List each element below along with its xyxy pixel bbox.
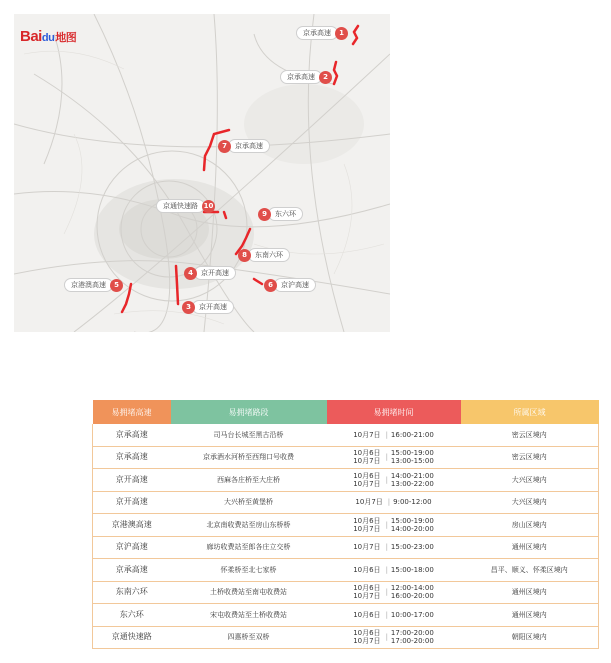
marker-number: 2	[319, 71, 332, 84]
marker-number: 1	[335, 27, 348, 40]
header-road: 易拥堵高速	[93, 400, 171, 424]
header-section: 易拥堵路段	[171, 400, 327, 424]
cell-road: 京港澳高速	[93, 514, 171, 537]
table-body	[93, 424, 599, 649]
cell-section: 大兴桥至黄堡桥	[171, 491, 327, 514]
congestion-table	[92, 400, 598, 649]
header-area: 所属区域	[461, 400, 599, 424]
marker-label: 京承高速	[228, 139, 270, 153]
cell-time	[327, 536, 461, 559]
congestion-map[interactable]	[14, 14, 390, 332]
time-date: 10月7日	[353, 430, 381, 439]
time-date: 10月6日	[353, 610, 381, 619]
table-row	[93, 491, 599, 514]
time-range: 15:00-19:00	[390, 516, 434, 525]
cell-section: 西麻各庄桥至大庄桥	[171, 469, 327, 492]
cell-time	[327, 514, 461, 537]
map-marker-9[interactable]	[258, 207, 303, 221]
time-range: 15:00-23:00	[390, 543, 434, 552]
cell-area: 大兴区境内	[461, 469, 599, 492]
marker-label: 东南六环	[248, 248, 290, 262]
cell-area: 通州区境内	[461, 581, 599, 604]
marker-number: 7	[218, 140, 231, 153]
time-range: 13:00-15:00	[390, 457, 434, 466]
cell-area: 昌平、顺义、怀柔区境内	[461, 559, 599, 582]
logo-paw: du	[41, 32, 55, 44]
time-date: 10月6日	[353, 449, 381, 458]
marker-number: 5	[110, 279, 123, 292]
baidu-map-logo	[20, 28, 76, 45]
time-range: 9:00-12:00	[393, 498, 432, 507]
cell-section: 北京南收费站至房山东桥桥	[171, 514, 327, 537]
table-header-row	[93, 400, 599, 424]
cell-area: 房山区境内	[461, 514, 599, 537]
cell-area: 朝阳区境内	[461, 626, 599, 649]
cell-time	[327, 424, 461, 446]
marker-label: 京港澳高速	[64, 278, 113, 292]
cell-road: 京承高速	[93, 424, 171, 446]
table-row	[93, 469, 599, 492]
time-separator: |	[385, 610, 388, 619]
time-date: 10月6日	[353, 629, 381, 638]
marker-number: 9	[258, 208, 271, 221]
time-date: 10月7日	[353, 543, 381, 552]
marker-label: 京开高速	[192, 300, 234, 314]
time-range: 13:00-22:00	[390, 479, 434, 488]
table-row	[93, 604, 599, 627]
cell-time	[327, 559, 461, 582]
cell-section: 司马台长城至黑古沿桥	[171, 424, 327, 446]
time-separator: |	[385, 543, 388, 552]
time-separator: |	[387, 498, 391, 507]
cell-area: 密云区境内	[461, 446, 599, 469]
time-separator: |	[385, 520, 388, 529]
marker-number: 10	[202, 200, 215, 213]
time-separator: |	[385, 565, 388, 574]
time-range: 15:00-19:00	[390, 449, 434, 458]
table-row	[93, 536, 599, 559]
time-range: 17:00-20:00	[390, 637, 434, 646]
cell-road: 东南六环	[93, 581, 171, 604]
time-range: 10:00-17:00	[390, 610, 434, 619]
time-separator: |	[385, 588, 388, 597]
time-range: 14:00-21:00	[390, 471, 434, 480]
map-marker-3[interactable]	[182, 300, 234, 314]
cell-section: 宋屯收费站至土桥收费站	[171, 604, 327, 627]
time-range: 16:00-21:00	[390, 430, 434, 439]
table-row	[93, 581, 599, 604]
header-time: 易拥堵时间	[327, 400, 461, 424]
cell-road: 京开高速	[93, 491, 171, 514]
cell-section: 京承酒水河桥至西翔口号收费	[171, 446, 327, 469]
time-range: 16:00-20:00	[390, 592, 434, 601]
cell-time	[327, 626, 461, 649]
cell-road: 京沪高速	[93, 536, 171, 559]
cell-time	[327, 581, 461, 604]
cell-area: 通州区境内	[461, 604, 599, 627]
table-row	[93, 446, 599, 469]
marker-label: 东六环	[268, 207, 303, 221]
cell-section: 怀柔桥至北七家桥	[171, 559, 327, 582]
marker-label: 京承高速	[280, 70, 322, 84]
time-date: 10月6日	[353, 584, 381, 593]
time-range: 17:00-20:00	[390, 629, 434, 638]
cell-road: 京承高速	[93, 559, 171, 582]
marker-label: 京开高速	[194, 266, 236, 280]
cell-section: 土桥收费站至南屯收费站	[171, 581, 327, 604]
time-range: 12:00-14:00	[390, 584, 434, 593]
map-marker-5[interactable]	[64, 278, 123, 292]
time-date: 10月7日	[353, 592, 381, 601]
cell-time	[327, 469, 461, 492]
table-row	[93, 559, 599, 582]
map-marker-2[interactable]	[280, 70, 332, 84]
cell-time	[327, 446, 461, 469]
cell-road: 东六环	[93, 604, 171, 627]
marker-label: 京承高速	[296, 26, 338, 40]
map-marker-8[interactable]	[238, 248, 290, 262]
time-separator: |	[385, 633, 388, 642]
cell-road: 京通快速路	[93, 626, 171, 649]
table-row	[93, 424, 599, 446]
map-marker-1[interactable]	[296, 26, 348, 40]
marker-label: 京通快速路	[156, 199, 205, 213]
cell-section: 四惠桥至双桥	[171, 626, 327, 649]
time-range: 14:00-20:00	[390, 524, 434, 533]
cell-time	[327, 491, 461, 514]
time-date: 10月7日	[353, 637, 381, 646]
map-marker-6[interactable]	[264, 278, 316, 292]
logo-text: Bai	[20, 28, 42, 45]
time-date: 10月6日	[353, 516, 381, 525]
map-marker-7[interactable]	[218, 139, 270, 153]
marker-number: 4	[184, 267, 197, 280]
marker-number: 8	[238, 249, 251, 262]
time-date: 10月6日	[353, 565, 381, 574]
cell-area: 密云区境内	[461, 424, 599, 446]
cell-area: 大兴区境内	[461, 491, 599, 514]
cell-section: 廊坊收费站至郎各庄立交桥	[171, 536, 327, 559]
table-row	[93, 626, 599, 649]
map-marker-4[interactable]	[184, 266, 236, 280]
cell-road: 京承高速	[93, 446, 171, 469]
logo-ditu: 地图	[55, 32, 77, 44]
time-separator: |	[385, 453, 388, 462]
map-marker-10[interactable]	[156, 199, 215, 213]
cell-area: 通州区境内	[461, 536, 599, 559]
time-date: 10月7日	[355, 498, 383, 507]
marker-number: 3	[182, 301, 195, 314]
time-range: 15:00-18:00	[390, 565, 434, 574]
cell-time	[327, 604, 461, 627]
time-date: 10月7日	[353, 457, 381, 466]
time-date: 10月7日	[353, 524, 381, 533]
marker-number: 6	[264, 279, 277, 292]
table-row	[93, 514, 599, 537]
marker-label: 京沪高速	[274, 278, 316, 292]
time-date: 10月6日	[353, 471, 381, 480]
time-separator: |	[385, 475, 388, 484]
cell-road: 京开高速	[93, 469, 171, 492]
time-separator: |	[385, 430, 388, 439]
time-date: 10月7日	[353, 479, 381, 488]
